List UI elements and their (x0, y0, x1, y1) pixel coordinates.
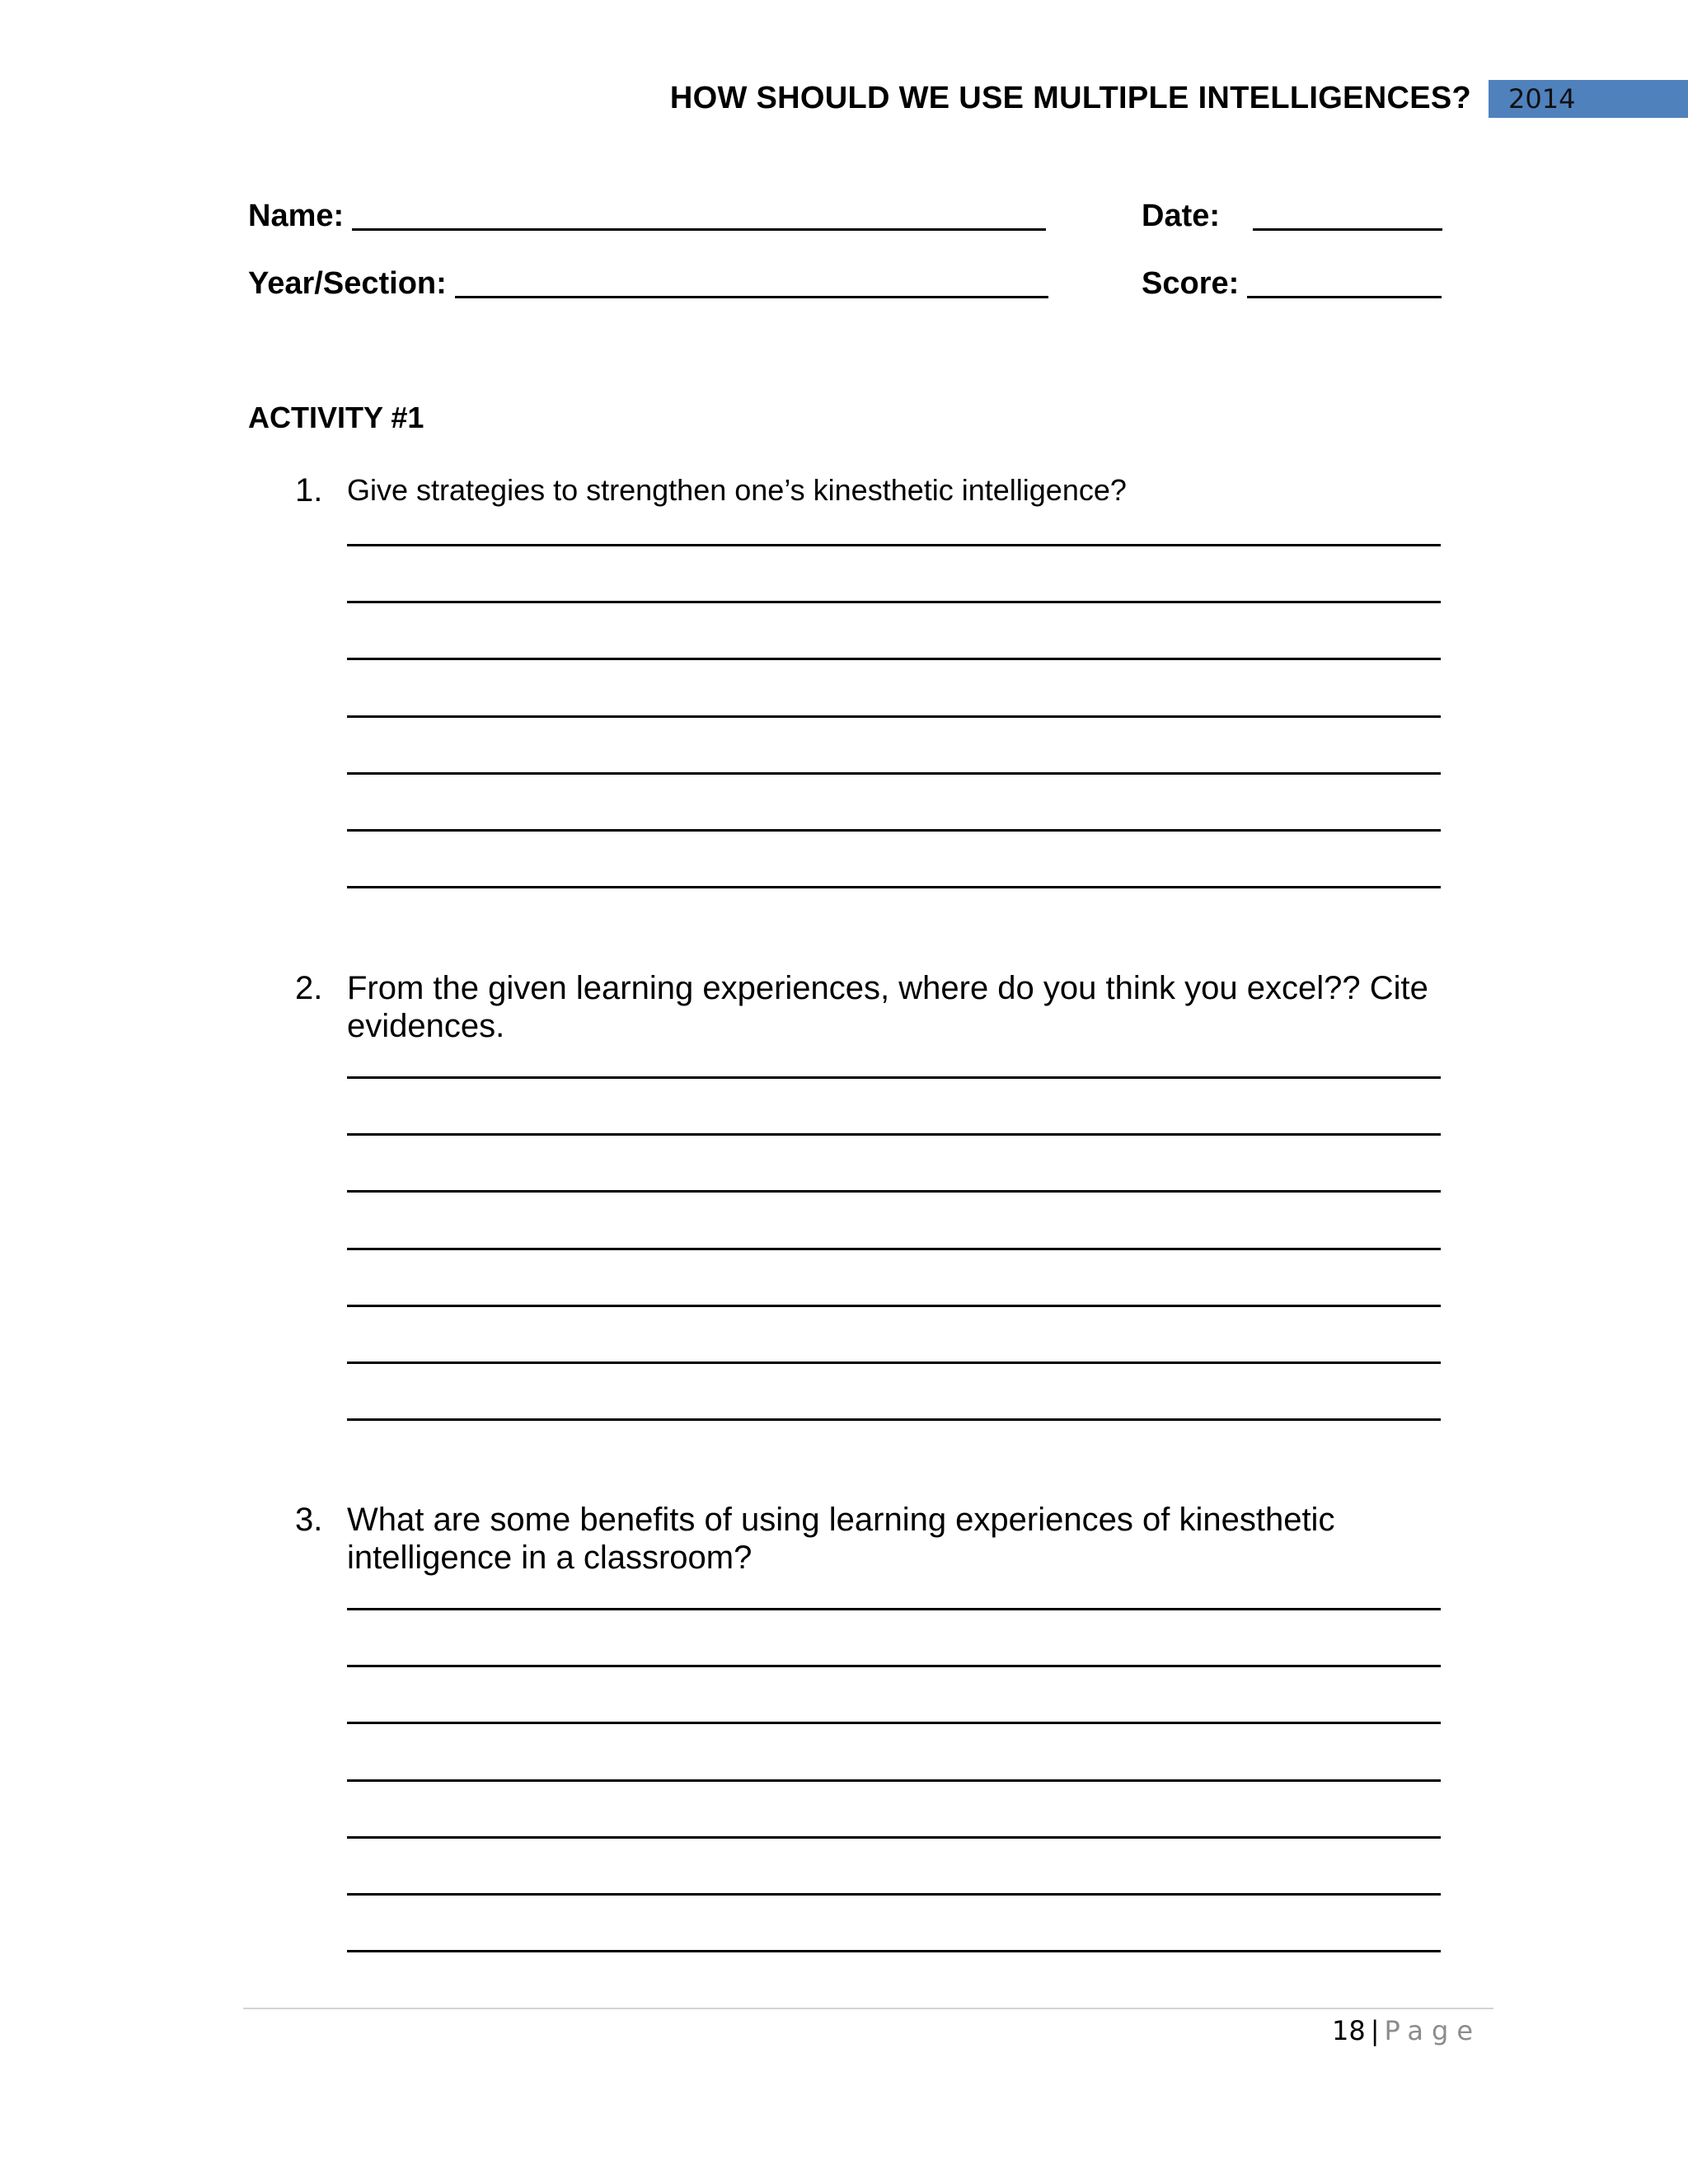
answer-line[interactable] (347, 658, 1441, 660)
answer-line[interactable] (347, 1608, 1441, 1610)
answer-line[interactable] (347, 601, 1441, 603)
answer-line[interactable] (347, 772, 1441, 775)
answer-line[interactable] (347, 1190, 1441, 1193)
answer-line[interactable] (347, 886, 1441, 888)
activity-heading: ACTIVITY #1 (248, 401, 424, 434)
score-label: Score: (1142, 266, 1240, 301)
question-2 (295, 969, 1441, 1045)
answer-line[interactable] (347, 1418, 1441, 1421)
answer-line[interactable] (347, 1076, 1441, 1079)
question-number: 2. (295, 970, 323, 1006)
answer-line[interactable] (347, 1133, 1441, 1136)
year-section-field[interactable] (455, 296, 1048, 298)
answer-line[interactable] (347, 1722, 1441, 1724)
question-text: What are some benefits of using learning experiences of kinesthetic intelligence in a classroom? (347, 1502, 1335, 1576)
year-badge: 2014 (1489, 80, 1688, 118)
answer-line[interactable] (347, 1665, 1441, 1667)
question-text: From the given learning experiences, where do you think you excel?? Cite evidences. (347, 970, 1428, 1044)
answer-line[interactable] (347, 1893, 1441, 1896)
page-number: 18 (1332, 2015, 1366, 2046)
answer-line[interactable] (347, 1836, 1441, 1839)
footer-divider (243, 2008, 1493, 2009)
page-label: Page (1384, 2015, 1481, 2046)
year-section-label: Year/Section: (248, 266, 447, 301)
year-section-field-row (248, 265, 1048, 302)
date-label: Date: (1142, 199, 1221, 233)
score-field[interactable] (1247, 296, 1442, 298)
answer-line[interactable] (347, 715, 1441, 718)
answer-line[interactable] (347, 1779, 1441, 1782)
question-1 (295, 471, 1441, 509)
name-field[interactable] (352, 228, 1046, 231)
answer-line[interactable] (347, 829, 1441, 832)
footer-separator: | (1370, 2015, 1380, 2046)
answer-line[interactable] (347, 1361, 1441, 1364)
page-footer (1332, 2013, 1481, 2049)
answer-line[interactable] (347, 544, 1441, 546)
answer-line[interactable] (347, 1305, 1441, 1307)
question-text: Give strategies to strengthen one’s kinesthetic intelligence? (347, 473, 1127, 507)
name-label: Name: (248, 199, 345, 233)
date-field-row (1142, 198, 1442, 234)
question-number: 1. (295, 472, 323, 509)
name-field-row (248, 198, 1046, 234)
date-field[interactable] (1253, 228, 1442, 231)
answer-line[interactable] (347, 1950, 1441, 1952)
answer-line[interactable] (347, 1248, 1441, 1250)
score-field-row (1142, 265, 1442, 302)
question-number: 3. (295, 1502, 323, 1538)
document-title: HOW SHOULD WE USE MULTIPLE INTELLIGENCES? (669, 81, 1471, 115)
question-3 (295, 1501, 1441, 1577)
